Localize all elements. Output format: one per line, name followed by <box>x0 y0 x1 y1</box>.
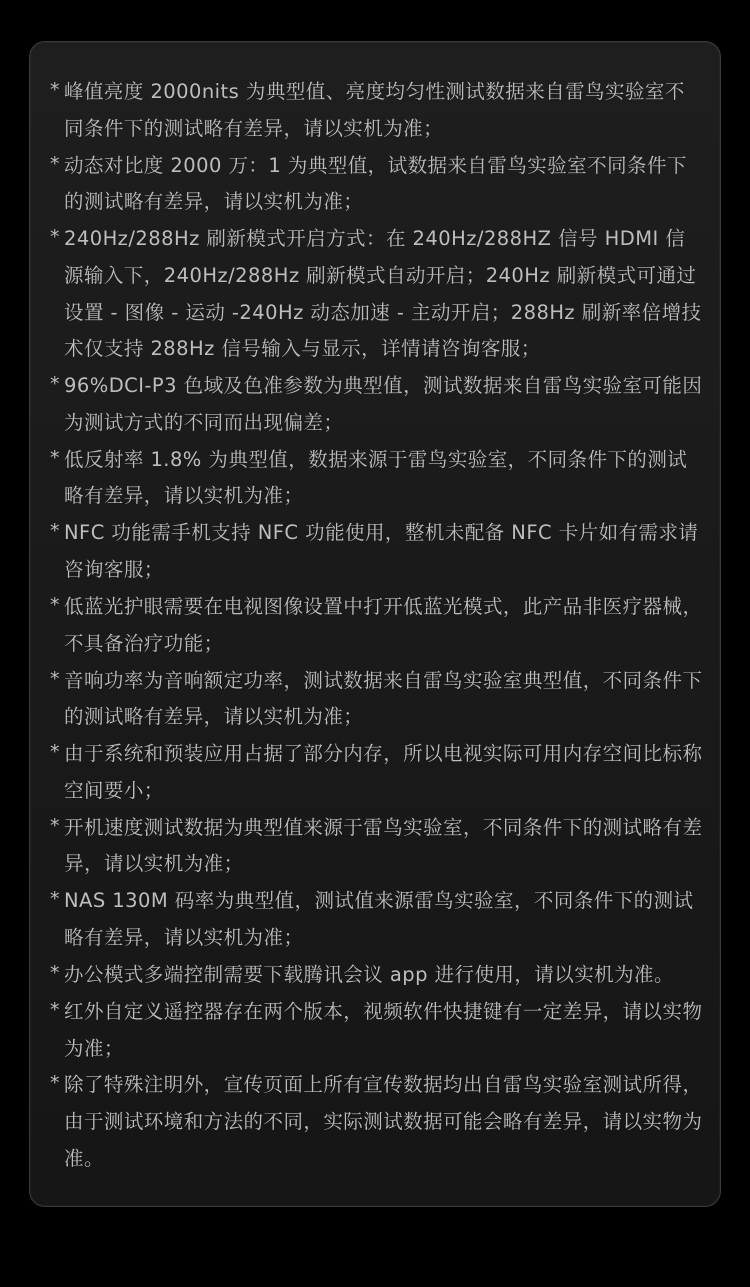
disclaimer-text: 除了特殊注明外，宣传页面上所有宣传数据均出自雷鸟实验室测试所得，由于测试环境和方法的不同，实际测试数据可能会略有差异，请以实物为准。 <box>64 1073 703 1170</box>
disclaimer-text: 动态对比度 2000 万：1 为典型值，试数据来自雷鸟实验室不同条件下的测试略有差异，请以实机为准； <box>64 153 687 214</box>
asterisk-icon: * <box>50 226 60 249</box>
asterisk-icon: * <box>50 961 60 984</box>
asterisk-icon: * <box>50 998 60 1021</box>
asterisk-icon: * <box>50 593 60 616</box>
disclaimer-text: 红外自定义遥控器存在两个版本，视频软件快捷键有一定差异，请以实物为准； <box>64 999 703 1060</box>
disclaimer-text: 办公模式多端控制需要下载腾讯会议 app 进行使用，请以实机为准。 <box>64 962 674 986</box>
disclaimer-item <box>50 810 704 883</box>
disclaimer-item <box>50 663 704 736</box>
disclaimer-item <box>50 589 704 662</box>
asterisk-icon: * <box>50 1072 60 1095</box>
disclaimer-text: 由于系统和预装应用占据了部分内存，所以电视实际可用内存空间比标称空间要小； <box>64 742 703 802</box>
disclaimer-item <box>50 994 704 1067</box>
asterisk-icon: * <box>50 446 60 469</box>
disclaimer-item <box>50 883 704 956</box>
disclaimer-item <box>50 442 704 515</box>
disclaimer-text: 96%DCI-P3 色域及色准参数为典型值，测试数据来自雷鸟实验室可能因为测试方式的不同而出现偏差； <box>64 374 703 434</box>
asterisk-icon: * <box>50 79 60 101</box>
asterisk-icon: * <box>50 741 60 764</box>
asterisk-icon: * <box>50 152 60 175</box>
asterisk-icon: * <box>50 373 60 396</box>
disclaimer-item <box>50 74 704 147</box>
disclaimer-item <box>50 368 704 441</box>
disclaimer-list <box>50 74 704 1178</box>
disclaimer-text: 音响功率为音响额定功率，测试数据来自雷鸟实验室典型值，不同条件下的测试略有差异，请以实机为准； <box>64 668 703 729</box>
disclaimer-item <box>50 1067 704 1177</box>
disclaimer-text: 低反射率 1.8% 为典型值，数据来源于雷鸟实验室，不同条件下的测试略有差异，请以实机为准； <box>64 447 688 508</box>
disclaimer-text: 低蓝光护眼需要在电视图像设置中打开低蓝光模式，此产品非医疗器械，不具备治疗功能； <box>64 594 703 655</box>
disclaimer-text: 开机速度测试数据为典型值来源于雷鸟实验室，不同条件下的测试略有差异，请以实机为准； <box>64 815 703 876</box>
disclaimer-item <box>50 221 704 368</box>
asterisk-icon: * <box>50 520 60 543</box>
disclaimer-item <box>50 148 704 221</box>
asterisk-icon: * <box>50 888 60 911</box>
disclaimer-item <box>50 957 704 994</box>
disclaimer-item <box>50 736 704 809</box>
disclaimer-text: NAS 130M 码率为典型值，测试值来源雷鸟实验室，不同条件下的测试略有差异，请以实机为准； <box>64 889 694 950</box>
asterisk-icon: * <box>50 667 60 690</box>
disclaimer-text: 峰值亮度 2000nits 为典型值、亮度均匀性测试数据来自雷鸟实验室不同条件下的测试略有差异，请以实机为准； <box>64 80 685 140</box>
disclaimer-item <box>50 515 704 588</box>
disclaimer-text: 240Hz/288Hz 刷新模式开启方式：在 240Hz/288HZ 信号 HDMI 信源输入下，240Hz/288Hz 刷新模式自动开启；240Hz 刷新模式可通过设置 - 图像 - 运动 -240Hz 动态加速 - 主动开启；288Hz 刷新率倍增技术仅支持 288Hz 信号输入与显示，详情请咨询客服； <box>64 227 702 361</box>
asterisk-icon: * <box>50 814 60 837</box>
disclaimer-text: NFC 功能需手机支持 NFC 功能使用，整机未配备 NFC 卡片如有需求请咨询客服； <box>64 521 699 582</box>
